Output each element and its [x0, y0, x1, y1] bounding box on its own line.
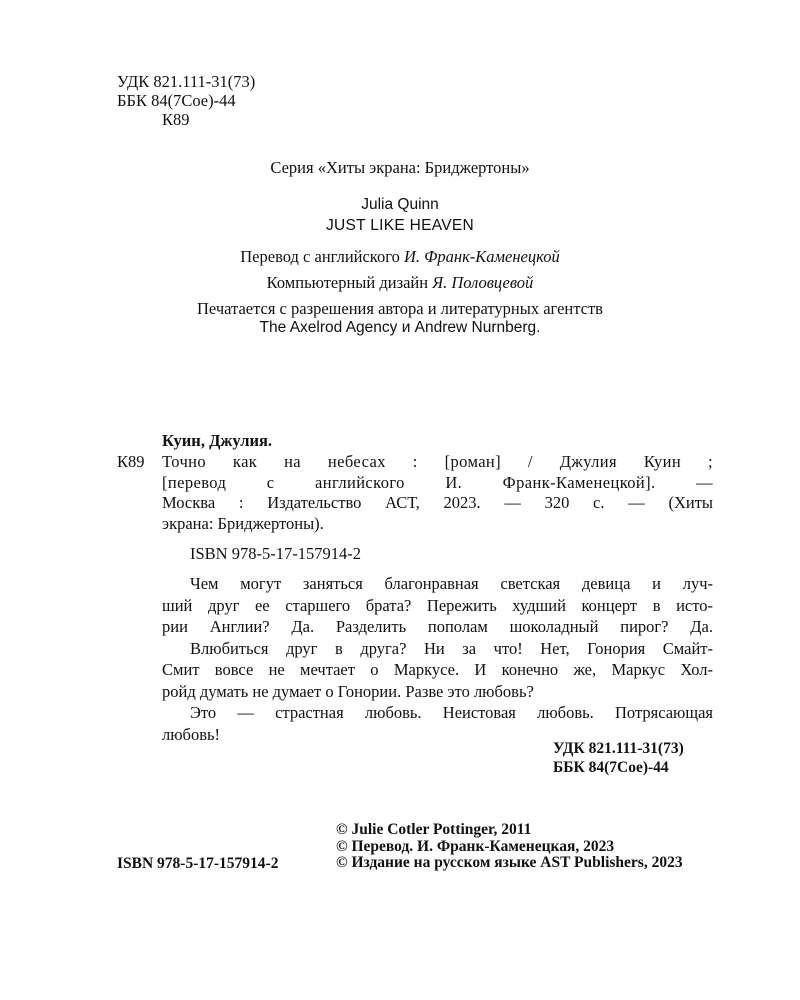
bbk-code: ББК 84(7Сое)-44 — [117, 91, 236, 110]
permission-line-2: The Axelrod Agency и Andrew Nurnberg. — [259, 319, 541, 336]
annotation-line: Влюбиться друг в друга? Ни за что! Нет, Гонория Смайт- — [190, 638, 713, 658]
designer-name: Я. Половцевой — [432, 273, 534, 292]
translation-credit — [0, 247, 800, 267]
author-mark: К89 — [162, 110, 190, 129]
copyright-block — [336, 822, 683, 872]
translation-prefix: Перевод с английского — [240, 247, 404, 266]
annotation-line: ший друг ее старшего брата? Пережить худший концерт в исто- — [162, 595, 713, 615]
catalog-line: Москва : Издательство АСТ, 2023. — 320 с. — (Хиты — [162, 493, 713, 512]
bottom-udk: УДК 821.111-31(73) — [553, 740, 684, 757]
catalog-mark: К89 — [117, 452, 145, 471]
catalog-line: экрана: Бриджертоны). — [162, 513, 324, 533]
permission-notice — [0, 299, 800, 337]
udk-code: УДК 821.111-31(73) — [117, 72, 256, 91]
annotation — [162, 573, 713, 745]
catalog-line: [перевод с английского И. Франк-Каменецкой]. — — [162, 472, 713, 492]
bottom-bbk: ББК 84(7Сое)-44 — [553, 759, 669, 776]
copyright-isbn: ISBN 978-5-17-157914-2 — [117, 855, 279, 872]
permission-line-1: Печатается с разрешения автора и литературных агентств — [197, 299, 603, 318]
bottom-codes — [553, 739, 684, 777]
series-title: Серия «Хиты экрана: Бриджертоны» — [270, 158, 530, 177]
catalog-isbn: ISBN 978-5-17-157914-2 — [190, 544, 361, 563]
design-prefix: Компьютерный дизайн — [266, 273, 433, 292]
original-title: JUST LIKE HEAVEN — [325, 217, 475, 234]
copyright-line: © Перевод. И. Франк-Каменецкая, 2023 — [336, 837, 615, 855]
translator-name: И. Франк-Каменецкой — [403, 247, 560, 266]
annotation-line: ройд думать не думает о Гонории. Разве это любовь? — [162, 681, 534, 701]
catalog-heading: Куин, Джулия. — [162, 431, 273, 450]
catalog-entry — [162, 452, 713, 534]
annotation-line: рии Англии? Да. Разделить пополам шоколадный пирог? Да. — [162, 617, 713, 636]
classification-block — [117, 72, 255, 129]
design-credit — [0, 273, 800, 293]
copyright-line: © Издание на русском языке AST Publishers, 2023 — [336, 854, 683, 871]
annotation-line: Смит вовсе не мечтает о Маркусе. И конечно же, Маркус Хол- — [162, 660, 713, 679]
annotation-line: Это — страстная любовь. Неистовая любовь. Потрясающая — [190, 703, 713, 722]
copyright-line: © Julie Cotler Pottinger, 2011 — [336, 821, 532, 838]
catalog-line: Точно как на небесах : [роман] / Джулия Куин ; — [162, 452, 713, 471]
original-author: Julia Quinn — [361, 196, 439, 213]
annotation-line: любовь! — [162, 724, 221, 744]
annotation-line: Чем могут заняться благонравная светская девица и луч- — [190, 574, 713, 593]
